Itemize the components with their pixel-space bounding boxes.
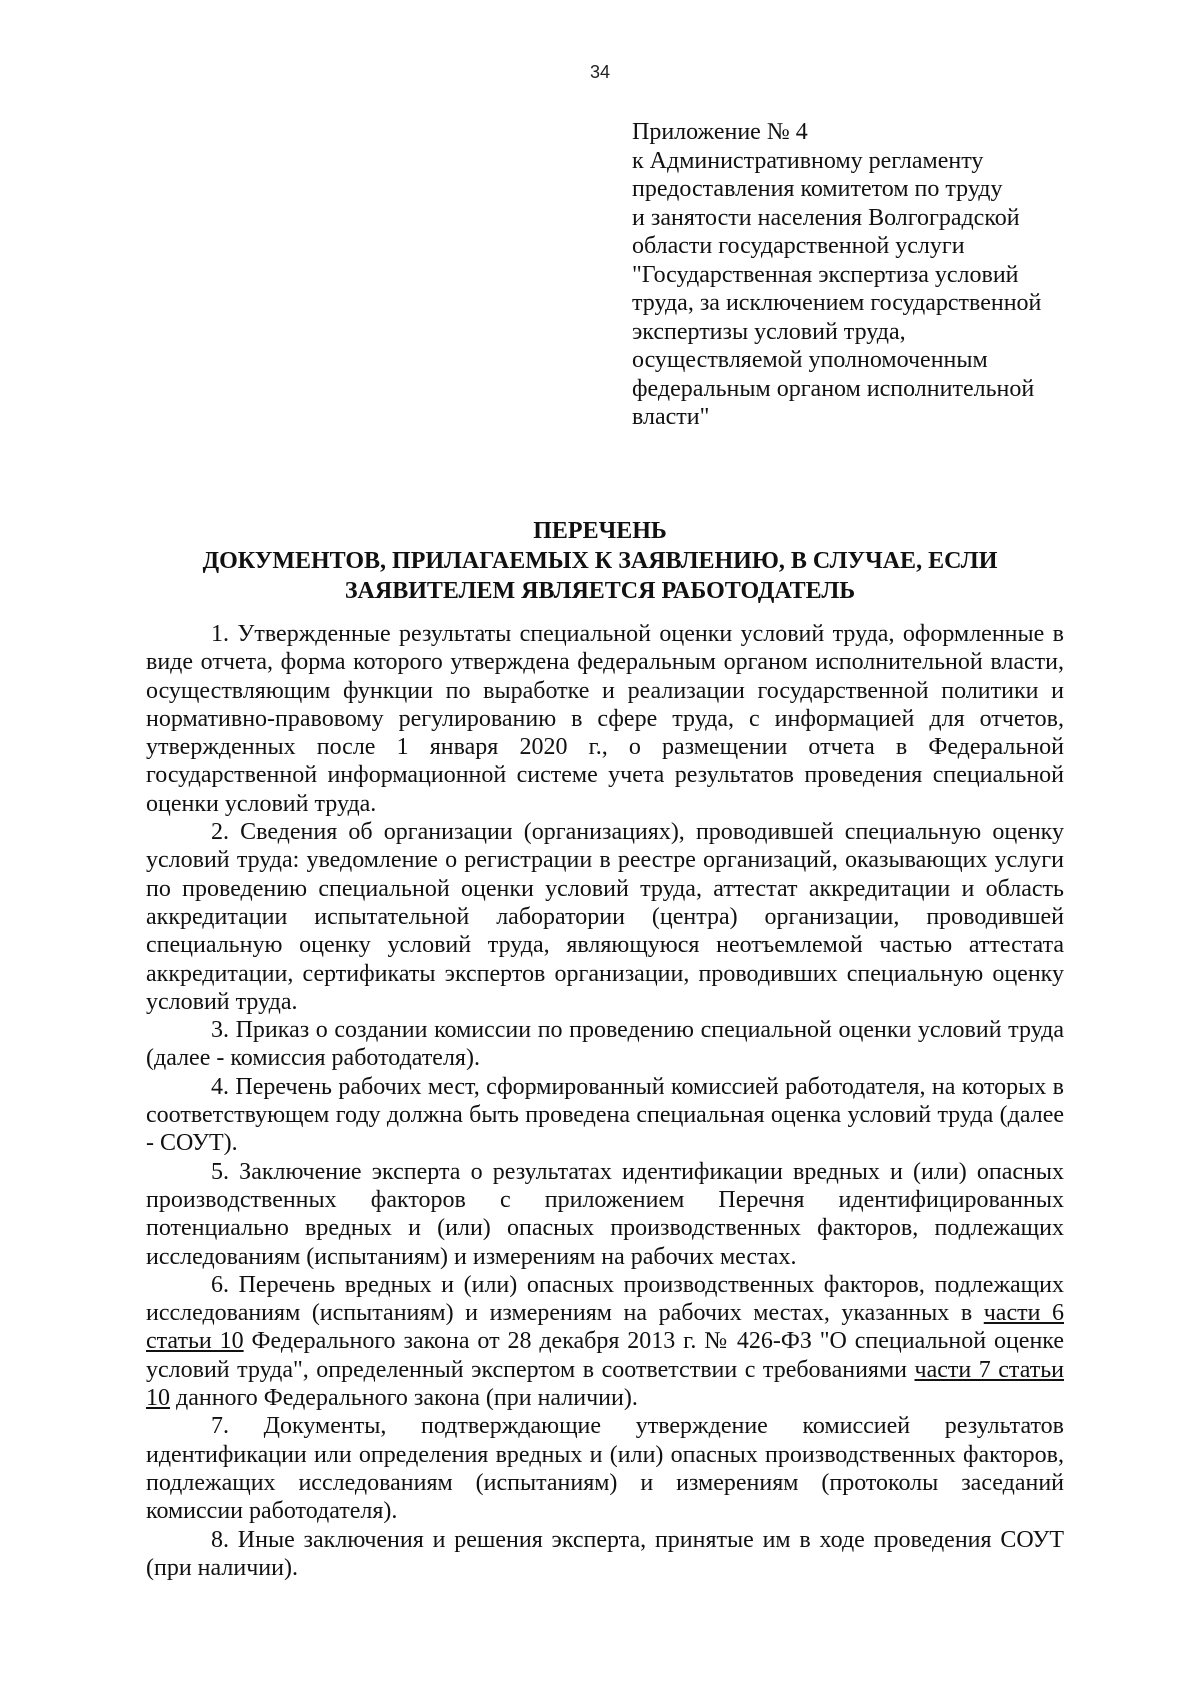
document-body — [146, 620, 1064, 1582]
list-item-2: 2. Сведения об организации (организациях), проводившей специальную оценку условий труда: уведомление о регистрации в реестре организаций, оказывающих услуги по проведению специальной оценки условий труда, аттестат аккредитации и область аккредитации испытательной лаборатории (центра) организации, проводившей специальную оценку условий труда, являющуюся неотъемлемой частью аттестата аккредитации, сертификаты экспертов организации, проводивших специальную оценку условий труда. — [146, 819, 1064, 1015]
list-item-7: 7. Документы, подтверждающие утверждение комиссией результатов идентификации или определения вредных и (или) опасных производственных факторов, подлежащих исследованиям (испытаниям) и измерениям (протоколы заседаний комиссии работодателя). — [146, 1413, 1064, 1525]
appendix-line: к Административному регламенту — [632, 147, 984, 174]
list-item-5: 5. Заключение эксперта о результатах идентификации вредных и (или) опасных производственных факторов с приложением Перечня идентифицированных потенциально вредных и (или) опасных производственных факторов, подлежащих исследованиям (испытаниям) и измерениям на рабочих местах. — [146, 1158, 1064, 1270]
appendix-header — [632, 118, 1152, 432]
appendix-line: федеральным органом исполнительной — [632, 375, 1035, 402]
list-item-4: 4. Перечень рабочих мест, сформированный комиссией работодателя, на которых в соответствующем году должна быть проведена специальная оценка условий труда (далее - СОУТ). — [146, 1073, 1064, 1157]
appendix-line: Приложение № 4 — [632, 119, 808, 145]
title-line-2: ДОКУМЕНТОВ, ПРИЛАГАЕМЫХ К ЗАЯВЛЕНИЮ, В СЛУЧАЕ, ЕСЛИ — [202, 548, 998, 574]
title-line-3: ЗАЯВИТЕЛЕМ ЯВЛЯЕТСЯ РАБОТОДАТЕЛЬ — [344, 578, 856, 604]
list-item-6-text-middle: Федерального закона от 28 декабря 2013 г. № 426-ФЗ "О специальной оценке условий труда", определенный экспертом в соответствии с требованиями — [146, 1328, 1065, 1383]
appendix-line: и занятости населения Волгоградской — [632, 204, 1020, 231]
appendix-line: труда, за исключением государственной — [632, 290, 1042, 316]
list-item-6-text-end: данного Федерального закона (при наличии). — [170, 1385, 638, 1412]
list-item-8: 8. Иные заключения и решения эксперта, принятые им в ходе проведения СОУТ (при наличии). — [146, 1526, 1064, 1581]
law-reference-link-1[interactable]: части 6 статьи 10 — [146, 1300, 1065, 1355]
list-item-6 — [146, 1271, 1064, 1412]
appendix-line: осуществляемой уполномоченным — [632, 347, 988, 373]
law-reference-link-2[interactable]: части 7 статьи 10 — [146, 1356, 1065, 1412]
appendix-line: предоставления комитетом по труду — [632, 176, 1003, 202]
title-line-1: ПЕРЕЧЕНЬ — [533, 518, 667, 544]
document-title — [0, 516, 1200, 606]
page-number: 34 — [589, 62, 611, 82]
appendix-line: области государственной услуги — [632, 233, 965, 259]
appendix-line: власти" — [632, 404, 710, 430]
list-item-1: 1. Утвержденные результаты специальной оценки условий труда, оформленные в виде отчета, форма которого утверждена федеральным органом исполнительной власти, осуществляющим функции по выработке и реализации государственной политики и нормативно-правовому регулированию в сфере труда, с информацией для отчетов, утвержденных после 1 января 2020 г., о размещении отчета в Федеральной государственной информационной системе учета результатов проведения специальной оценки условий труда. — [146, 621, 1064, 817]
appendix-line: экспертизы условий труда, — [632, 318, 906, 345]
list-item-3: 3. Приказ о создании комиссии по проведению специальной оценки условий труда (далее - комиссия работодателя). — [146, 1017, 1064, 1072]
list-item-6-text-start: 6. Перечень вредных и (или) опасных производственных факторов, подлежащих исследованиям (испытаниям) и измерениям на рабочих местах, указанных в — [146, 1271, 1064, 1327]
appendix-line: "Государственная экспертиза условий — [632, 261, 1019, 288]
